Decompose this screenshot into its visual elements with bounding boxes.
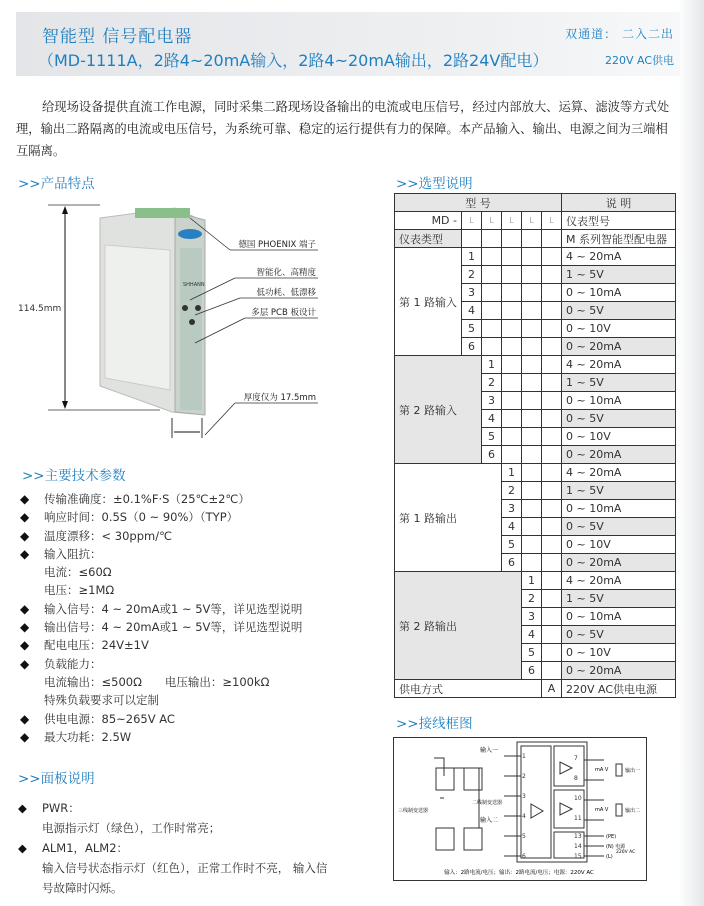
table-cell (502, 356, 522, 374)
title-banner (16, 12, 680, 76)
table-cell (522, 356, 542, 374)
terminal-number: 7 (574, 755, 578, 762)
table-cell (502, 266, 522, 284)
option-code: 2 (502, 482, 522, 500)
l-label: (L) (606, 854, 613, 860)
table-row (395, 230, 676, 248)
terminal-number: 15 (574, 853, 582, 860)
ma-v-label: mA V (595, 767, 609, 773)
panel-item: 输入信号状态指示灯（红色），正常工作时不亮， 输入信号故障时闪烁。 (42, 861, 328, 895)
params-item: ◆ 负载能力： (20, 655, 302, 673)
table-row (395, 464, 676, 482)
panel-heading: >>面板说明 (18, 771, 95, 787)
terminal-number: 14 (574, 843, 582, 850)
table-row (395, 248, 676, 266)
transmitter-icon (436, 768, 454, 790)
panel-item: 电源指示灯（绿色），工作时常亮； (42, 821, 221, 835)
params-item: ◆ 配电电压：24V±1V (20, 636, 302, 654)
power-info: 220V AC供电 (604, 54, 674, 67)
option-desc: 0 ~ 10mA (562, 500, 676, 518)
transmitter-icon (464, 828, 482, 850)
terminal-number: 8 (574, 775, 578, 782)
option-desc: 0 ~ 20mA (562, 554, 676, 572)
option-code: 5 (482, 428, 502, 446)
features-heading: >>产品特点 (18, 176, 95, 192)
table-cell (542, 392, 562, 410)
option-code: 5 (522, 644, 542, 662)
table-cell (502, 338, 522, 356)
option-desc: 1 ~ 5V (562, 266, 676, 284)
selection-table (394, 193, 676, 698)
params-item: ◆ 供电电源：85~265V AC (20, 710, 302, 728)
table-cell (542, 428, 562, 446)
params-item: ◆ 最大功耗：2.5W (20, 728, 302, 746)
option-code: 1 (522, 572, 542, 590)
table-cell (542, 482, 562, 500)
table-cell (542, 230, 562, 248)
option-code: 2 (482, 374, 502, 392)
brand-label: SHHANN (183, 282, 205, 288)
table-cell (542, 536, 562, 554)
wiring-heading: >>接线框图 (396, 716, 473, 732)
table-cell (522, 500, 542, 518)
page-edge-shade (678, 0, 704, 906)
table-row (395, 194, 676, 212)
params-item: 电流输出：≤500Ω 电压输出：≥100kΩ (44, 674, 270, 689)
header-model: 型 号 (395, 194, 562, 212)
header-desc: 说 明 (562, 194, 676, 212)
option-desc: 4 ~ 20mA (562, 356, 676, 374)
table-cell (522, 392, 542, 410)
option-code: 4 (482, 410, 502, 428)
option-code: 6 (522, 662, 542, 680)
option-desc: 0 ~ 10mA (562, 284, 676, 302)
callout-precision: 智能化、高精度 (256, 268, 316, 278)
power-desc: 220V AC供电电源 (562, 680, 676, 698)
svg-text:4: 4 (522, 813, 526, 820)
table-cell (542, 554, 562, 572)
n-label: (N) 电源 (606, 844, 626, 850)
intro-paragraph: 给现场设备提供直流工作电源，同时采集二路现场设备输出的电流或电压信号，经过内部放大、运算、滤波等方式处理，输出二路隔离的电流或电压信号，为系统可靠、稳定的运行提供有力的保障。本产品输入、输出、电源之间为三端相互隔离。 (16, 100, 670, 158)
terminal-number: 10 (574, 795, 582, 802)
svg-text:3: 3 (522, 793, 526, 800)
params-item: 电流：≤60Ω (44, 565, 112, 580)
ac-label: 220V AC (616, 850, 636, 855)
model-prefix: MD - (395, 212, 462, 230)
table-cell (502, 284, 522, 302)
table-cell (542, 320, 562, 338)
params-heading: >>主要技术参数 (22, 468, 126, 484)
params-item: 特殊负载要求可以定制 (44, 693, 159, 708)
two-wire-label: 二线制变送器 (472, 800, 503, 806)
power-code: A (542, 680, 562, 698)
code-slot: L (522, 212, 542, 230)
table-cell (482, 230, 502, 248)
option-code: 3 (462, 284, 482, 302)
table-cell (482, 284, 502, 302)
height-label: 114.5mm (18, 304, 62, 314)
table-cell (522, 320, 542, 338)
table-cell (522, 464, 542, 482)
table-cell (502, 410, 522, 428)
option-code: 6 (482, 446, 502, 464)
output1-label: 输出一 (625, 768, 641, 774)
table-cell (482, 266, 502, 284)
ma-v-label: mA V (595, 807, 609, 813)
option-code: 4 (522, 626, 542, 644)
amplifier-icon (560, 762, 572, 774)
callout-terminal: 德国 PHOENIX 端子 (238, 240, 316, 250)
option-desc: 0 ~ 10V (562, 644, 676, 662)
table-cell (502, 320, 522, 338)
table-cell (522, 338, 542, 356)
output2-label: 输出二 (625, 808, 641, 814)
wiring-diagram (393, 737, 647, 881)
option-desc: 1 ~ 5V (562, 590, 676, 608)
table-cell (522, 230, 542, 248)
table-cell (542, 500, 562, 518)
table-cell (502, 446, 522, 464)
product-subtitle: （MD-1111A，2路4~20mA输入，2路4~20mA输出，2路24V配电） (38, 51, 549, 70)
type-label: 仪表类型 (395, 230, 462, 248)
input2-label: 输入二 (480, 817, 499, 824)
option-code: 2 (522, 590, 542, 608)
option-desc: 0 ~ 5V (562, 302, 676, 320)
table-cell (542, 356, 562, 374)
input1-label: 输入一 (480, 747, 499, 754)
table-cell (542, 446, 562, 464)
table-cell (522, 410, 542, 428)
option-desc: 0 ~ 10mA (562, 608, 676, 626)
table-cell (522, 284, 542, 302)
table-row (395, 680, 676, 698)
table-cell (522, 554, 542, 572)
table-cell (542, 302, 562, 320)
option-desc: 0 ~ 20mA (562, 662, 676, 680)
wiring-footer: 输入：2路电流/电压；输出：2路电流/电压；电源：220V AC (444, 870, 594, 876)
panel-description-list (18, 798, 338, 898)
option-desc: 0 ~ 10V (562, 428, 676, 446)
option-code: 1 (502, 464, 522, 482)
option-code: 5 (502, 536, 522, 554)
callout-low-power: 低功耗、低漂移 (256, 288, 316, 298)
table-cell (522, 248, 542, 266)
option-desc: 0 ~ 20mA (562, 338, 676, 356)
channel-info: 双通道： 二入二出 (565, 27, 674, 41)
terminal-number: 11 (574, 815, 582, 822)
model-desc: 仪表型号 (562, 212, 676, 230)
option-desc: 4 ~ 20mA (562, 464, 676, 482)
table-row (395, 212, 676, 230)
params-item: ◆ 响应时间：0.5S（0 ~ 90%）（TYP） (20, 508, 302, 526)
table-cell (542, 626, 562, 644)
option-desc: 0 ~ 5V (562, 410, 676, 428)
option-code: 5 (462, 320, 482, 338)
option-code: 3 (522, 608, 542, 626)
table-cell (522, 482, 542, 500)
option-desc: 0 ~ 10V (562, 536, 676, 554)
power-label: 供电方式 (395, 680, 542, 698)
option-code: 3 (482, 392, 502, 410)
table-cell (542, 374, 562, 392)
callout-pcb: 多层 PCB 板设计 (251, 308, 316, 318)
option-desc: 0 ~ 10mA (562, 392, 676, 410)
type-desc: M 系列智能型配电器 (562, 230, 676, 248)
svg-text:5: 5 (522, 833, 526, 840)
params-item: 电压：≥1MΩ (44, 583, 115, 598)
selection-heading: >>选型说明 (396, 176, 473, 192)
table-cell (542, 572, 562, 590)
table-cell (502, 302, 522, 320)
table-cell (462, 230, 482, 248)
table-cell (542, 248, 562, 266)
table-cell (542, 662, 562, 680)
pe-label: (PE) (606, 834, 617, 840)
option-code: 4 (502, 518, 522, 536)
table-row (395, 356, 676, 374)
option-desc: 0 ~ 5V (562, 626, 676, 644)
table-cell (502, 428, 522, 446)
table-cell (542, 266, 562, 284)
group-label: 第 2 路输出 (395, 572, 522, 680)
table-cell (522, 374, 542, 392)
option-code: 4 (462, 302, 482, 320)
transmitter-icon (436, 828, 454, 850)
option-desc: 1 ~ 5V (562, 482, 676, 500)
terminal-number: 13 (574, 833, 582, 840)
params-item: ◆ 输出信号：4 ~ 20mA或1 ~ 5V等，详见选型说明 (20, 618, 302, 636)
amplifier-icon (531, 804, 543, 818)
table-cell (482, 302, 502, 320)
product-illustration (0, 190, 330, 440)
table-cell (502, 230, 522, 248)
svg-text:1: 1 (522, 753, 526, 760)
option-desc: 4 ~ 20mA (562, 248, 676, 266)
code-slot: L (462, 212, 482, 230)
code-slot: L (482, 212, 502, 230)
table-cell (502, 248, 522, 266)
option-desc: 1 ~ 5V (562, 374, 676, 392)
code-slot: L (542, 212, 562, 230)
table-cell (522, 266, 542, 284)
table-cell (542, 338, 562, 356)
table-cell (542, 464, 562, 482)
group-label: 第 2 路输入 (395, 356, 482, 464)
svg-text:6: 6 (522, 853, 526, 860)
option-code: 6 (502, 554, 522, 572)
tech-params-list (20, 490, 302, 746)
table-cell (522, 518, 542, 536)
params-item: ◆ 传输准确度：±0.1%F·S（25℃±2℃） (20, 490, 302, 508)
table-cell (482, 338, 502, 356)
option-code: 6 (462, 338, 482, 356)
three-wire-label: 三线制变送器 (398, 808, 429, 814)
table-cell (542, 284, 562, 302)
table-cell (482, 248, 502, 266)
thickness-label: 厚度仅为 17.5mm (243, 393, 316, 403)
panel-item: ◆ ALM1，ALM2： (18, 838, 338, 858)
table-cell (522, 302, 542, 320)
option-code: 3 (502, 500, 522, 518)
table-row (395, 572, 676, 590)
params-item: ◆ 输入阻抗： (20, 545, 302, 563)
group-label: 第 1 路输出 (395, 464, 502, 572)
table-cell (542, 518, 562, 536)
table-cell (502, 392, 522, 410)
option-code: 1 (482, 356, 502, 374)
option-desc: 4 ~ 20mA (562, 572, 676, 590)
table-cell (542, 644, 562, 662)
option-desc: 0 ~ 20mA (562, 446, 676, 464)
amplifier-icon (560, 803, 572, 815)
table-cell (502, 374, 522, 392)
option-desc: 0 ~ 5V (562, 518, 676, 536)
table-cell (522, 536, 542, 554)
code-slot: L (502, 212, 522, 230)
product-title: 智能型 信号配电器 (42, 27, 193, 47)
option-code: 2 (462, 266, 482, 284)
panel-item: ◆ PWR： (18, 798, 338, 818)
params-item: ◆ 输入信号：4 ~ 20mA或1 ~ 5V等，详见选型说明 (20, 600, 302, 618)
table-cell (522, 446, 542, 464)
table-cell (542, 590, 562, 608)
params-item: ◆ 温度漂移：< 30ppm/℃ (20, 527, 302, 545)
table-cell (542, 410, 562, 428)
option-desc: 0 ~ 10V (562, 320, 676, 338)
table-cell (522, 428, 542, 446)
table-cell (542, 608, 562, 626)
table-cell (482, 320, 502, 338)
group-label: 第 1 路输入 (395, 248, 462, 356)
option-code: 1 (462, 248, 482, 266)
svg-text:2: 2 (522, 773, 526, 780)
